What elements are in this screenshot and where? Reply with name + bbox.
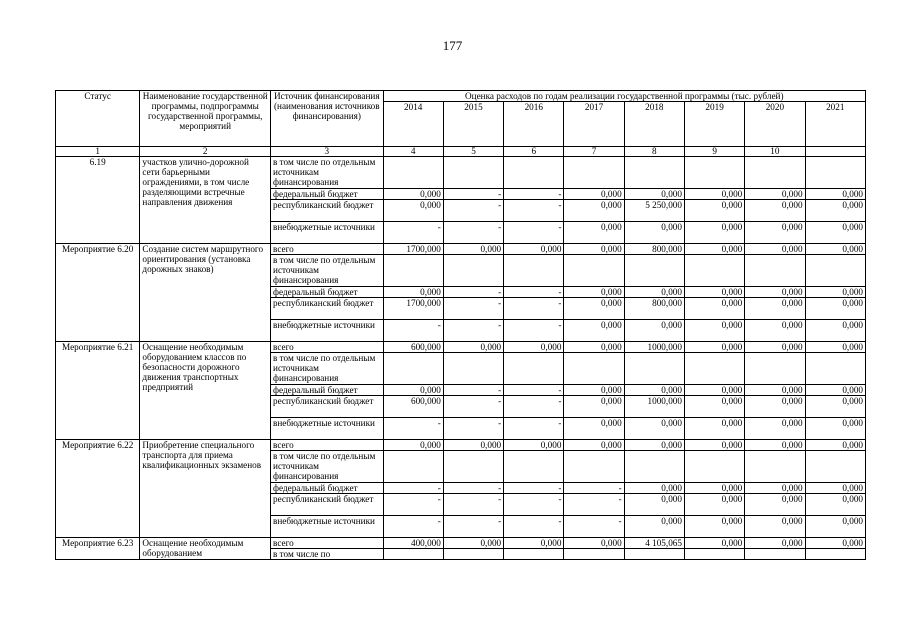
row-value: 0,000 (745, 440, 805, 451)
row-value: 0,000 (443, 440, 503, 451)
row-value: 0,000 (383, 287, 443, 298)
row-value: - (443, 298, 503, 320)
row-value: 0,000 (564, 320, 624, 342)
row-value: 0,000 (443, 538, 503, 549)
row-value: 0,000 (624, 418, 684, 440)
row-value: - (443, 418, 503, 440)
row-value: - (504, 222, 564, 244)
row-value (443, 451, 503, 483)
header-year: 2019 (684, 102, 744, 147)
row-value: - (504, 189, 564, 200)
row-value: - (383, 494, 443, 516)
row-value (564, 255, 624, 287)
row-value (624, 157, 684, 189)
row-value: 0,000 (684, 189, 744, 200)
row-value: 0,000 (684, 538, 744, 549)
row-value: - (504, 200, 564, 222)
row-value: 0,000 (745, 385, 805, 396)
row-source: республиканский бюджет (271, 298, 384, 320)
table-row (56, 538, 866, 549)
row-value (443, 157, 503, 189)
row-value: - (443, 516, 503, 538)
row-value: 600,000 (383, 342, 443, 353)
row-value: 0,000 (745, 396, 805, 418)
row-value: 0,000 (624, 440, 684, 451)
row-value (745, 255, 805, 287)
row-value: 0,000 (443, 244, 503, 255)
row-value (745, 549, 805, 560)
row-source: внебюджетные источники (271, 320, 384, 342)
row-value: 0,000 (684, 396, 744, 418)
row-value: 0,000 (624, 516, 684, 538)
row-value: 5 250,000 (624, 200, 684, 222)
row-value (684, 353, 744, 385)
row-value: 0,000 (564, 298, 624, 320)
row-value: 600,000 (383, 396, 443, 418)
row-source: республиканский бюджет (271, 200, 384, 222)
row-value: 0,000 (745, 244, 805, 255)
header-year: 2018 (624, 102, 684, 147)
row-value: 0,000 (805, 418, 865, 440)
row-value (443, 549, 503, 560)
row-value (504, 255, 564, 287)
header-estimate: Оценка расходов по годам реализации государственной программы (тыс. рублей) (383, 91, 865, 102)
row-value: - (504, 287, 564, 298)
row-value: - (443, 320, 503, 342)
header-status: Статус (56, 91, 140, 147)
row-value: 400,000 (383, 538, 443, 549)
row-source: республиканский бюджет (271, 494, 384, 516)
row-value (805, 353, 865, 385)
row-value: 1000,000 (624, 342, 684, 353)
row-value: 0,000 (504, 342, 564, 353)
row-value (383, 451, 443, 483)
row-value: 0,000 (684, 298, 744, 320)
row-source: всего (271, 538, 384, 549)
row-value: 0,000 (383, 189, 443, 200)
row-value: 0,000 (745, 418, 805, 440)
column-number: 10 (745, 147, 805, 157)
row-value: 0,000 (745, 200, 805, 222)
row-value: - (383, 320, 443, 342)
row-value: 1700,000 (383, 298, 443, 320)
row-status: Мероприятие 6.22 (56, 440, 140, 538)
row-value: - (443, 287, 503, 298)
row-value: 0,000 (805, 516, 865, 538)
row-value (805, 549, 865, 560)
row-source: внебюджетные источники (271, 516, 384, 538)
row-value: - (383, 516, 443, 538)
row-value (745, 451, 805, 483)
row-value (504, 549, 564, 560)
row-value: - (443, 189, 503, 200)
row-source: в том числе по отдельным источникам финансирования (271, 157, 384, 189)
row-value: 0,000 (684, 440, 744, 451)
row-value (684, 157, 744, 189)
header-source: Источник финансирования (наименования источников финансирования) (271, 91, 384, 147)
row-value: - (504, 516, 564, 538)
table-row (56, 244, 866, 255)
row-value (805, 451, 865, 483)
header-year: 2017 (564, 102, 624, 147)
row-value: - (383, 222, 443, 244)
row-value: 0,000 (564, 538, 624, 549)
row-value: 0,000 (684, 244, 744, 255)
row-value: - (383, 418, 443, 440)
row-value: 0,000 (383, 200, 443, 222)
row-value: 0,000 (745, 538, 805, 549)
page-number: 177 (442, 38, 463, 53)
table-row (56, 342, 866, 353)
row-value (564, 549, 624, 560)
header-name: Наименование государственной программы, подпрограммы государственной программы, мероприятий (140, 91, 271, 147)
row-value (504, 451, 564, 483)
row-value: 0,000 (745, 342, 805, 353)
column-number: 2 (140, 147, 271, 157)
row-value: 0,000 (564, 440, 624, 451)
row-value: - (504, 483, 564, 494)
row-source: республиканский бюджет (271, 396, 384, 418)
row-value: 0,000 (564, 200, 624, 222)
table-row (56, 440, 866, 451)
row-value (624, 549, 684, 560)
table-row (56, 157, 866, 189)
column-number: 8 (624, 147, 684, 157)
row-value: - (504, 298, 564, 320)
header-year: 2016 (504, 102, 564, 147)
row-value: 0,000 (624, 494, 684, 516)
row-value: 0,000 (805, 222, 865, 244)
column-number: 3 (271, 147, 384, 157)
row-value: 0,000 (504, 538, 564, 549)
row-value (684, 451, 744, 483)
row-source: федеральный бюджет (271, 483, 384, 494)
column-number (805, 147, 865, 157)
row-value (745, 353, 805, 385)
row-value: 0,000 (504, 244, 564, 255)
row-name: Оснащение необходимым оборудованием (140, 538, 271, 560)
row-value: - (443, 483, 503, 494)
row-value: 0,000 (745, 189, 805, 200)
column-number: 7 (564, 147, 624, 157)
row-source: внебюджетные источники (271, 418, 384, 440)
column-number: 6 (504, 147, 564, 157)
row-value: 0,000 (805, 385, 865, 396)
row-value: 0,000 (805, 396, 865, 418)
row-value (684, 255, 744, 287)
row-value: 0,000 (805, 483, 865, 494)
row-value (443, 353, 503, 385)
row-source: федеральный бюджет (271, 287, 384, 298)
row-value: 0,000 (564, 342, 624, 353)
row-source: федеральный бюджет (271, 385, 384, 396)
row-value: 0,000 (805, 287, 865, 298)
row-value: - (443, 200, 503, 222)
header-year: 2020 (745, 102, 805, 147)
row-value: - (564, 483, 624, 494)
row-source: в том числе по отдельным источникам финансирования (271, 255, 384, 287)
row-value: 0,000 (624, 189, 684, 200)
row-value (624, 255, 684, 287)
row-value: 0,000 (684, 320, 744, 342)
row-value: 800,000 (624, 298, 684, 320)
row-value (564, 157, 624, 189)
row-value: 0,000 (564, 189, 624, 200)
row-value: 0,000 (564, 385, 624, 396)
row-name: Создание систем маршрутного ориентирования (установка дорожных знаков) (140, 244, 271, 342)
row-name: Оснащение необходимым оборудованием классов по безопасности дорожного движения транспортных предприятий (140, 342, 271, 440)
row-source: в том числе по (271, 549, 384, 560)
row-value: - (504, 320, 564, 342)
row-value (383, 157, 443, 189)
row-value: - (443, 385, 503, 396)
row-value: - (443, 494, 503, 516)
row-value: 0,000 (745, 320, 805, 342)
header-year: 2021 (805, 102, 865, 147)
row-value: - (564, 516, 624, 538)
row-value: 0,000 (383, 385, 443, 396)
row-value: 0,000 (564, 244, 624, 255)
row-value: - (504, 396, 564, 418)
row-value (443, 255, 503, 287)
row-value: 0,000 (684, 483, 744, 494)
row-source: в том числе по отдельным источникам финансирования (271, 353, 384, 385)
row-value: 0,000 (805, 200, 865, 222)
row-value (624, 451, 684, 483)
row-value: 0,000 (745, 287, 805, 298)
row-status: Мероприятие 6.20 (56, 244, 140, 342)
row-value: 0,000 (745, 494, 805, 516)
row-status: Мероприятие 6.23 (56, 538, 140, 560)
row-status: Мероприятие 6.21 (56, 342, 140, 440)
row-value: 0,000 (684, 516, 744, 538)
row-value: 0,000 (684, 385, 744, 396)
row-value: 1700,000 (383, 244, 443, 255)
row-source: внебюджетные источники (271, 222, 384, 244)
row-source: в том числе по отдельным источникам финансирования (271, 451, 384, 483)
row-value: 0,000 (745, 298, 805, 320)
row-value (383, 549, 443, 560)
row-value: 0,000 (624, 320, 684, 342)
row-source: федеральный бюджет (271, 189, 384, 200)
row-value: 0,000 (564, 222, 624, 244)
column-number: 1 (56, 147, 140, 157)
row-value: 0,000 (805, 320, 865, 342)
row-value: 4 105,065 (624, 538, 684, 549)
row-value: 0,000 (564, 418, 624, 440)
header-year: 2015 (443, 102, 503, 147)
row-value (805, 255, 865, 287)
row-source: всего (271, 342, 384, 353)
row-value: 0,000 (745, 516, 805, 538)
row-value: 0,000 (684, 287, 744, 298)
row-value: - (443, 396, 503, 418)
row-source: всего (271, 244, 384, 255)
row-value: 0,000 (564, 287, 624, 298)
row-value: 0,000 (383, 440, 443, 451)
row-value: 0,000 (805, 440, 865, 451)
row-value: - (383, 483, 443, 494)
row-value (383, 255, 443, 287)
row-value: 0,000 (684, 342, 744, 353)
header-year: 2014 (383, 102, 443, 147)
row-value: 0,000 (624, 287, 684, 298)
row-value: 0,000 (443, 342, 503, 353)
row-value: 0,000 (745, 483, 805, 494)
row-value: - (504, 418, 564, 440)
row-value: 0,000 (684, 222, 744, 244)
row-value: - (564, 494, 624, 516)
row-status: 6.19 (56, 157, 140, 244)
row-value: 0,000 (504, 440, 564, 451)
row-value: 0,000 (624, 385, 684, 396)
row-value: 0,000 (684, 200, 744, 222)
row-value (564, 353, 624, 385)
row-value: 1000,000 (624, 396, 684, 418)
row-value (564, 451, 624, 483)
row-value (504, 157, 564, 189)
row-value: 0,000 (745, 222, 805, 244)
column-number: 5 (443, 147, 503, 157)
row-value (745, 157, 805, 189)
row-value: 0,000 (805, 494, 865, 516)
row-value: - (504, 385, 564, 396)
row-value: 0,000 (564, 396, 624, 418)
row-name: Приобретение специального транспорта для приема квалификационных экзаменов (140, 440, 271, 538)
row-value: 0,000 (624, 222, 684, 244)
row-value: - (443, 222, 503, 244)
row-value: 0,000 (805, 244, 865, 255)
budget-table (55, 90, 866, 560)
row-value (624, 353, 684, 385)
row-value: 0,000 (684, 418, 744, 440)
row-value: 800,000 (624, 244, 684, 255)
column-number: 4 (383, 147, 443, 157)
column-number: 9 (684, 147, 744, 157)
row-source: всего (271, 440, 384, 451)
row-value (684, 549, 744, 560)
row-value: 0,000 (805, 538, 865, 549)
row-value: 0,000 (805, 189, 865, 200)
row-name: участков улично-дорожной сети барьерными ограждениями, в том числе разделяющими встречные направления движения (140, 157, 271, 244)
row-value (805, 157, 865, 189)
row-value: 0,000 (684, 494, 744, 516)
row-value: 0,000 (805, 298, 865, 320)
row-value: 0,000 (624, 483, 684, 494)
row-value: 0,000 (805, 342, 865, 353)
row-value: - (504, 494, 564, 516)
row-value (383, 353, 443, 385)
row-value (504, 353, 564, 385)
